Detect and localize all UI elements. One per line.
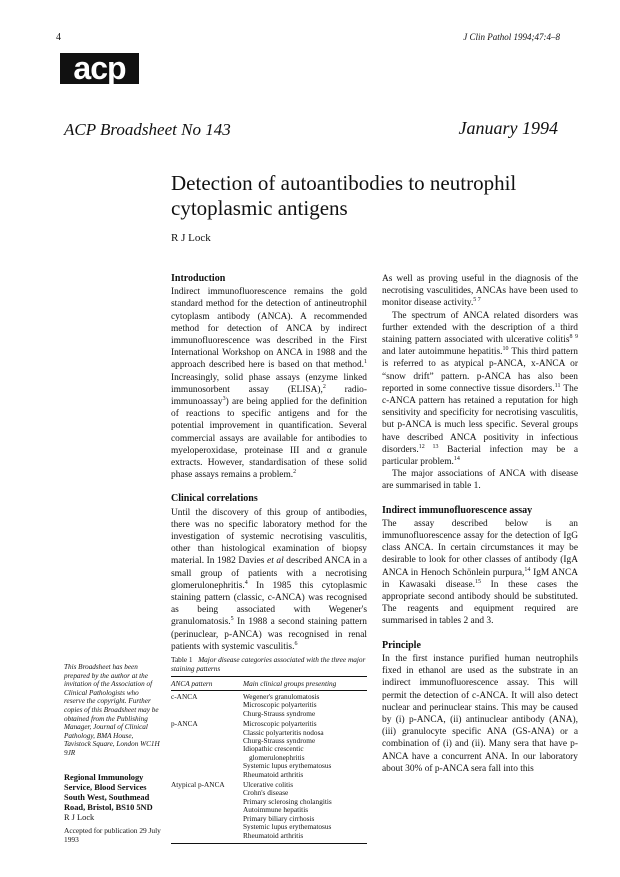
issue-date: January 1994 — [458, 118, 558, 138]
clinical-paragraph-2: As well as proving useful in the diagnosis of the necrotising vasculitides, ANCAs have been used to monitor disease activity.$^{5 7}$ — [382, 274, 578, 309]
table-1 — [171, 655, 367, 844]
article-author: R J Lock — [171, 232, 211, 244]
principle-paragraph: In the first instance purified human neutrophils fixed in ethanol are used as the substrate in an indirect immunofluorescence assay. This will permit the detection of c-ANCA. It will also detect nuclear and perinuclear stains. This may be caused by (i) p-ANCA, (ii) antinuclear antibody (ANA), (iii) granulocyte specific ANA (GS-ANA) or a combination of (i) and (ii). Many sera that have p-ANCA have a concurrent ANA. In our laboratory about 30% of p-ANCA sera fall into this — [382, 653, 578, 774]
pattern-cell: p-ANCA — [171, 719, 198, 729]
acp-logo: acp — [60, 53, 139, 84]
pattern-cell: c-ANCA — [171, 692, 198, 701]
clinical-correlations-heading: Clinical correlations — [171, 493, 258, 505]
middle-column — [171, 273, 367, 653]
iif-paragraph: The assay described below is an immunofluorescence assay for the detection of IgG class ANCA. In certain circumstances it may be desirable to look for other classes of antibody (IgA ANCA in Henoch Schönlein purpura,$^{14}$ IgM ANCA in Kawasaki disease.$^{15}$ In these cases the appropriate second antibody should be substituted. The reagents and equipment required are summarised in tables 2 and 3. — [382, 518, 578, 627]
article-title: Detection of autoantibodies to neutrophil cytoplasmic antigens — [171, 171, 517, 220]
right-column — [382, 273, 578, 775]
clinical-paragraph-1: Until the discovery of this group of antibodies, there was no specific laboratory method for the investigation of systemic necrotising vasculitis, other than histological examination of biopsy material. In 1982 Davies et al described ANCA in a small group of patients with a necrotising glomerulonephritis.$^4$ In 1985 this cytoplasmic staining pattern (classic, c-ANCA) was recognised as being associated with Wegener's granulomatosis.$^5$ In 1988 a second staining pattern (perinuclear, p-ANCA) was recognised in renal patients with systemic vasculitis.$^6$ — [171, 507, 367, 652]
table-row — [171, 691, 367, 719]
copyright-note: This Broadsheet has been prepared by the author at the invitation of the Association of Clinical Pathologists who reserve the copyright. Further copies of this Broadsheet may be obtained from the Publishing Manager, Journal of Clinical Pathology, BMA House, Tavistock Square, London WC1H 9JR — [64, 663, 160, 757]
conditions-cell: Wegener's granulomatosis Microscopic polyarteritis Churg-Strauss syndrome — [243, 692, 320, 718]
journal-reference: J Clin Pathol 1994;47:4–8 — [463, 32, 560, 42]
pattern-cell: Atypical p-ANCA — [171, 779, 243, 843]
page-number: 4 — [56, 32, 61, 43]
accepted-date: Accepted for publication 29 July 1993 — [64, 826, 161, 844]
column-header-pattern: ANCA pattern — [171, 677, 243, 691]
affiliation-author: R J Lock — [64, 813, 95, 822]
author-affiliation: Regional Immunology Service, Blood Services South West, Southmead Road, Bristol, BS10 5ND — [64, 773, 153, 812]
clinical-paragraph-4: The major associations of ANCA with disease are summarised in table 1. — [382, 469, 578, 492]
principle-heading: Principle — [382, 639, 421, 651]
table-row — [171, 718, 367, 779]
table-row — [171, 779, 367, 843]
disease-table — [171, 676, 367, 844]
introduction-paragraph: Indirect immunofluorescence remains the gold standard method for the detection of antineutrophil cytoplasm antibody (ANCA). A recommended method for detection of ANCA by indirect immunofluorescence was described in the First International Workshop on ANCA in 1988 and the approach described here is based on that method.$^1$ Increasingly, solid phase assays (enzyme linked immunosorbent assay (ELISA),$^2$ radio-immunoassay$^3$) are being applied for the definition of reactions to specific antigens and for the potential improvement in quantification. Several commercial assays are available for antibodies to myeloperoxidase, proteinase III and α granule extracts. However, standardisation of these solid phase assays remains a problem.$^2$ — [171, 287, 367, 481]
conditions-cell: Microscopic polyarteritis Classic polyarteritis nodosa Churg-Strauss syndrome Idiopathic crescentic glomerulonephritis Systemic lupus erythematosus Rheumatoid arthritis — [243, 719, 332, 779]
broadsheet-number: ACP Broadsheet No 143 — [64, 120, 231, 139]
table-caption: Table 1 Major disease categories associated with the three major staining patterns — [171, 655, 366, 673]
iif-heading: Indirect immunofluorescence assay — [382, 504, 533, 516]
introduction-heading: Introduction — [171, 273, 226, 284]
conditions-cell: Ulcerative colitis Crohn's disease Primary sclerosing cholangitis Autoimmune hepatitis Primary biliary cirrhosis Systemic lupus erythematosus Rheumatoid arthritis — [243, 779, 367, 843]
column-header-groups: Main clinical groups presenting — [243, 677, 367, 691]
clinical-paragraph-3: The spectrum of ANCA related disorders was further extended with the description of a third staining pattern associated with ulcerative colitis$^{8 9}$ and later autoimmune hepatitis.$^{10}$ This third pattern is referred to as atypical p-ANCA, x-ANCA or “snow drift” pattern. p-ANCA has also been reported in some connective tissue disorders.$^{11}$ The c-ANCA pattern has retained a reputation for high sensitivity and specificity for necrotising vasculitis, but p-ANCA is much less specific. Several groups have described ANCA positivity in infectious disorders.$^{12 13}$ Bacterial infection may be a particular problem.$^{14}$ — [382, 310, 578, 468]
